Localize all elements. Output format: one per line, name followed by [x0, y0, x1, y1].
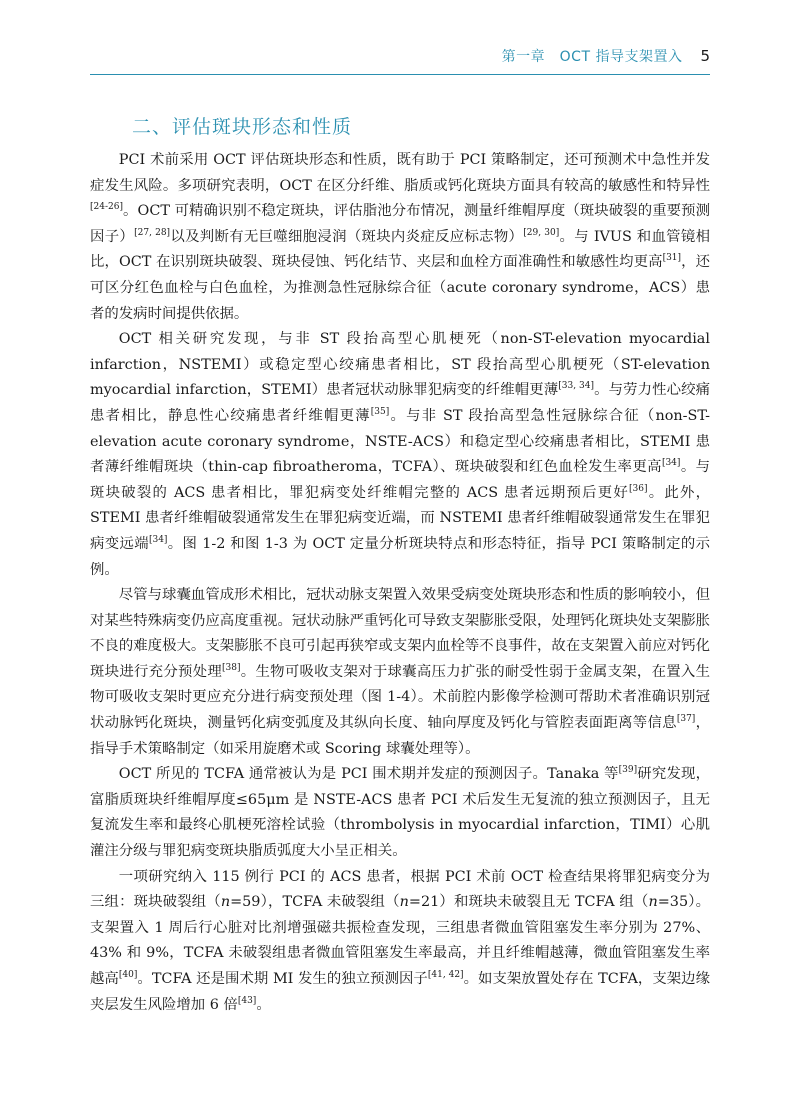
italic-n: n	[220, 894, 231, 911]
citation: [34]	[661, 458, 681, 469]
text-run: 。与劳力性心绞痛患者相比，静息性心绞痛患者纤维帽更薄	[90, 382, 710, 424]
citation: [36]	[628, 483, 648, 494]
text-run: 。与非 ST 段抬高型急性冠脉综合征（non-ST-elevation acute coronary syndrome，NSTE-ACS）和稳定型心绞痛患者相比，STEMI 患者薄纤维帽斑块（thin-cap fibroatheroma，TCFA）、斑块破裂和红色血栓发生率更高	[90, 407, 710, 476]
italic-n: n	[399, 894, 409, 911]
page-number: 5	[700, 47, 710, 65]
text-run: 一项研究纳入 115 例行 PCI 的 ACS 患者，根据 PCI 术前 OCT 检查结果将罪犯病变分为三组：斑块破裂组（	[90, 868, 710, 911]
text-run: 以及判断有无巨噬细胞浸润（斑块内炎症反应标志物）	[170, 228, 524, 245]
text-run: PCI 术前采用 OCT 评估斑块形态和性质，既有助于 PCI 策略制定，还可预测术中急性并发症发生风险。多项研究表明，OCT 在区分纤维、脂质或钙化斑块方面具有较高的敏感性和特异性	[90, 152, 710, 194]
paragraph-2	[90, 327, 710, 583]
text-run: =59），TCFA 未破裂组（	[230, 894, 400, 911]
paragraph-1	[90, 148, 710, 327]
header-rule	[90, 74, 710, 75]
citation: [24-26]	[90, 202, 123, 213]
text-run: ，指导手术策略制定（如采用旋磨术或 Scoring 球囊处理等）。	[90, 715, 710, 757]
citation: [37]	[676, 714, 696, 725]
paragraph-4	[90, 762, 710, 864]
text-run: 。	[256, 996, 271, 1013]
citation: [41, 42]	[427, 970, 464, 981]
citation: [35]	[370, 407, 390, 418]
text-run: 。图 1-2 和图 1-3 为 OCT 定量分析斑块特点和形态特征，指导 PCI 策略制定的示例。	[90, 535, 710, 578]
text-run: =21）和斑块未破裂且无 TCFA 组（	[408, 894, 649, 911]
citation: [40]	[118, 970, 138, 981]
text-run: 。与 IVUS 和血管镜相比，OCT 在识别斑块破裂、斑块侵蚀、钙化结节、夹层和血栓方面准确性和敏感性均更高	[90, 228, 710, 271]
text-run: ，还可区分红色血栓与白色血栓，为推测急性冠脉综合征（acute coronary syndrome，ACS）患者的发病时间提供依据。	[90, 254, 710, 322]
paragraph-3	[90, 583, 710, 762]
chapter-title: 第一章 OCT 指导支架置入	[501, 49, 683, 65]
text-run: 。生物可吸收支架对于球囊高压力扩张的耐受性弱于金属支架，在置入生物可吸收支架时更应充分进行病变预处理（图 1-4）。术前腔内影像学检测可帮助术者准确识别冠状动脉钙化斑块，测量钙化病变弧度及其纵向长度、轴向厚度及钙化与管腔表面距离等信息	[90, 663, 710, 732]
citation: [34]	[148, 535, 168, 546]
running-header	[90, 46, 710, 66]
text-run: OCT 相关研究发现，与非 ST 段抬高型心肌梗死（non-ST-elevation myocardial infarction，NSTEMI）或稳定型心绞痛患者相比，ST 段抬高型心肌梗死（ST-elevation myocardial infarction，STEMI）患者冠状动脉罪犯病变的纤维帽更薄	[90, 331, 710, 399]
text-run: OCT 所见的 TCFA 通常被认为是 PCI 围术期并发症的预测因子。Tanaka 等	[118, 766, 619, 783]
text-run: 。如支架放置处存在 TCFA，支架边缘夹层发生风险增加 6 倍	[90, 971, 711, 1013]
text-run: 尽管与球囊血管成形术相比，冠状动脉支架置入效果受病变处斑块形态和性质的影响较小，但对某些特殊病变仍应高度重视。冠状动脉严重钙化可导致支架膨胀受限，处理钙化斑块处支架膨胀不良的难度极大。支架膨胀不良可引起再狭窄或支架内血栓等不良事件，故在支架置入前应对钙化斑块进行充分预处理	[90, 587, 710, 680]
citation: [43]	[237, 995, 257, 1006]
text-run: 。TCFA 还是围术期 MI 发生的独立预测因子	[137, 971, 428, 987]
citation: [39]	[618, 765, 638, 776]
citation: [38]	[222, 663, 241, 674]
paragraph-5	[90, 865, 710, 1019]
citation: [33, 34]	[558, 381, 594, 392]
text-run: 研究发现，富脂质斑块纤维帽厚度≤65μm 是 NSTE-ACS 患者 PCI 术后发生无复流的独立预测因子，且无复流发生率和最终心肌梗死溶栓试验（thrombolysis in myocardial infarction，TIMI）心肌灌注分级与罪犯病变斑块脂质弧度大小呈正相关。	[90, 766, 710, 860]
citation: [31]	[662, 253, 682, 264]
body-text	[90, 148, 710, 1018]
section-heading: 二、评估斑块形态和性质	[132, 116, 353, 138]
text-run: 。OCT 可精确识别不稳定斑块，评估脂池分布情况，测量纤维帽厚度（斑块破裂的重要预测因子）	[90, 203, 710, 245]
citation: [29, 30]	[523, 227, 560, 238]
citation: [27, 28]	[134, 227, 171, 238]
text-run: 。与斑块破裂的 ACS 患者相比，罪犯病变处纤维帽完整的 ACS 患者远期预后更好	[90, 459, 710, 501]
italic-n: n	[648, 894, 658, 911]
text-run: 。此外，STEMI 患者纤维帽破裂通常发生在罪犯病变近端，而 NSTEMI 患者纤维帽破裂通常发生在罪犯病变远端	[90, 484, 710, 552]
text-run: =35）。支架置入 1 周后行心脏对比剂增强磁共振检查发现，三组患者微血管阻塞发生率分别为 27%、43% 和 9%，TCFA 未破裂组患者微血管阻塞发生率最高，并且纤维帽越薄，微血管阻塞发生率越高	[90, 894, 710, 987]
